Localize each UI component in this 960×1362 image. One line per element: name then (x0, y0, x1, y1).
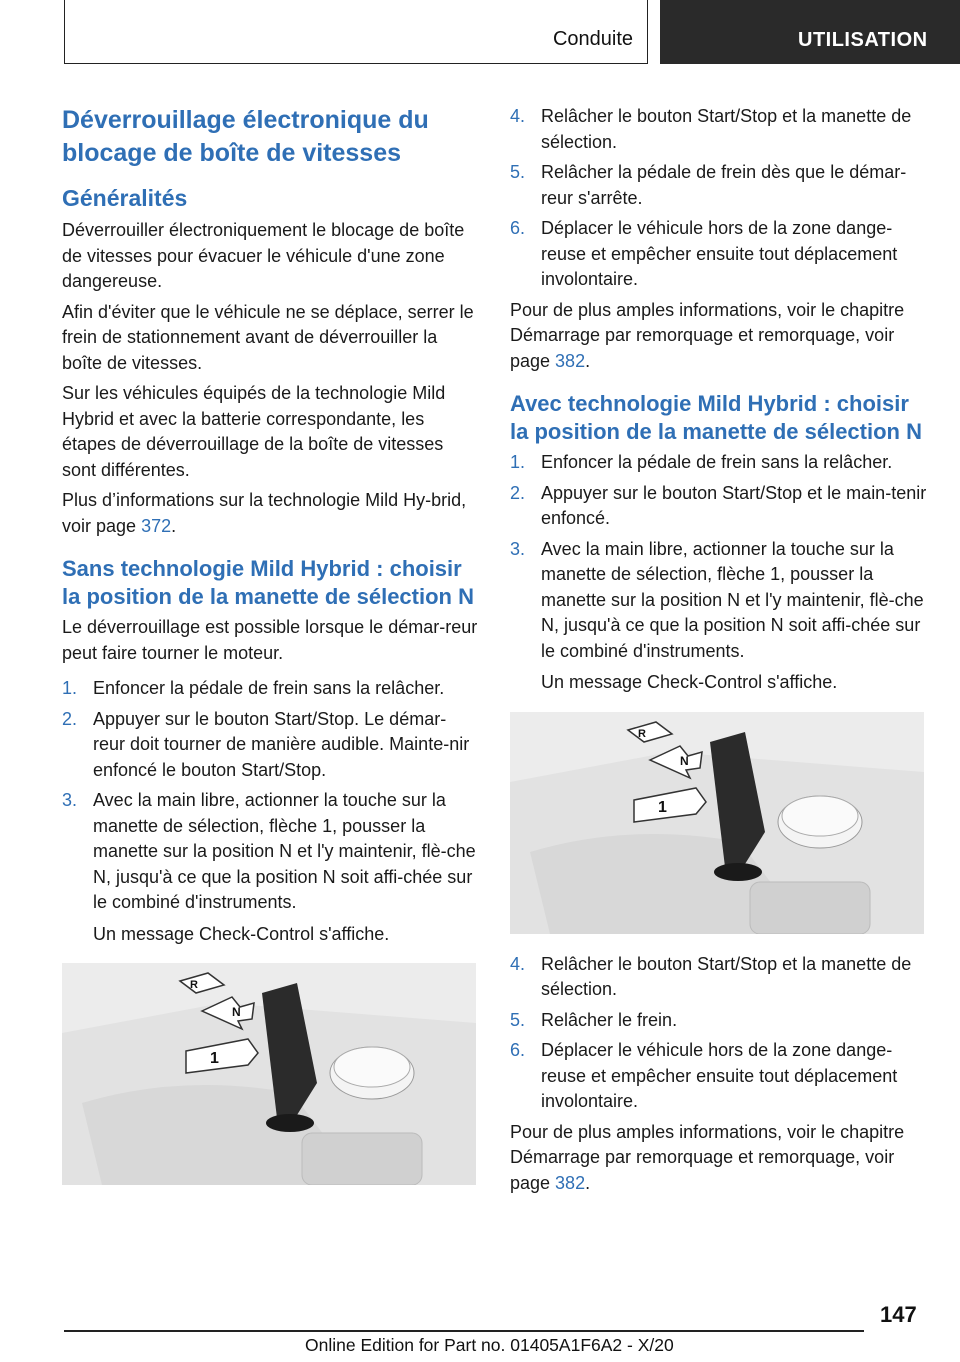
list-item: 6. Déplacer le véhicule hors de la zone dange-reuse et empêcher ensuite tout déplacement involontaire. (510, 1040, 898, 1111)
label-r: R (638, 727, 646, 740)
list-item: 1. Enfoncer la pédale de frein sans la relâcher. (510, 452, 893, 472)
general-heading: Généralités (62, 185, 188, 211)
avec-more-info: Pour de plus amples informations, voir le chapitre Démarrage par remorquage et remorquage, voir page 382. (510, 1121, 905, 1193)
general-paragraph-2: Afin d'éviter que le véhicule ne se déplace, serrer le frein de stationnement avant de déverrouiller la boîte de vitesses. (62, 301, 474, 373)
gear-selector-drawing (62, 963, 476, 1185)
avec-mild-hybrid-heading: Avec technologie Mild Hybrid : choisir la position de la manette de sélection N (510, 391, 922, 444)
header-chapter-tab (660, 0, 960, 64)
list-item: 4. Relâcher le bouton Start/Stop et la manette de sélection. (510, 106, 912, 152)
page-link-372[interactable]: 372 (141, 515, 172, 536)
general-paragraph-1: Déverrouiller électroniquement le blocage de boîte de vitesses pour évacuer le véhicule d'une zone dangereuse. (62, 220, 465, 291)
header-chapter-title: UTILISATION (798, 29, 928, 51)
gear-selector-drawing-2 (510, 712, 924, 934)
list-item: 6. Déplacer le véhicule hors de la zone dange-reuse et empêcher ensuite tout déplacement involontaire. (510, 218, 898, 289)
sans-steps-list-continued (510, 104, 930, 293)
right-column (510, 104, 930, 1201)
list-item: 5. Relâcher la pédale de frein dès que le démar-reur s'arrête. (510, 162, 907, 208)
list-item: 1. Enfoncer la pédale de frein sans la relâcher. (62, 678, 445, 698)
avec-steps-list (510, 450, 930, 696)
page-title: Déverrouillage électronique du blocage de boîte de vitesses (62, 106, 429, 167)
list-item: 5. Relâcher le frein. (510, 1009, 678, 1030)
page-link-382-b[interactable]: 382 (555, 1172, 586, 1193)
list-item: 2. Appuyer sur le bouton Start/Stop. Le démar-reur doit tourner de manière audible. Mainte-nir enfoncé le bouton Start/Stop. (62, 708, 470, 780)
list-item: 2. Appuyer sur le bouton Start/Stop et le main-tenir enfoncé. (510, 482, 927, 528)
sans-more-info: Pour de plus amples informations, voir le chapitre Démarrage par remorquage et remorquage, voir page 382. (510, 299, 905, 371)
general-paragraph-3: Sur les véhicules équipés de la technologie Mild Hybrid et avec la batterie correspondante, les étapes de déverrouillage de la boîte de vitesses sont différentes. (62, 383, 446, 480)
label-r: R (190, 979, 198, 991)
sans-intro: Le déverrouillage est possible lorsque le démar-reur peut faire tourner le moteur. (62, 617, 478, 663)
header-section-box (64, 0, 648, 64)
sans-mild-hybrid-heading: Sans technologie Mild Hybrid : choisir la position de la manette de sélection N (62, 556, 474, 609)
sans-steps-list (62, 676, 478, 947)
header-section-title: Conduite (552, 28, 633, 50)
label-n: N (232, 1005, 241, 1019)
label-1: 1 (210, 1050, 219, 1067)
label-1: 1 (658, 798, 667, 816)
footer-edition: Online Edition for Part no. 01405A1F6A2 - X/20 (305, 1335, 674, 1355)
avec-steps-list-continued (510, 952, 930, 1115)
label-n: N (680, 753, 689, 768)
general-paragraph-4: Plus d’informations sur la technologie Mild Hy-brid, voir page 372. (62, 490, 467, 536)
left-column (62, 104, 478, 1203)
page-number: 147 (880, 1302, 917, 1327)
gear-selector-illustration (62, 963, 476, 1185)
list-item: 4. Relâcher le bouton Start/Stop et la manette de sélection. (510, 953, 912, 999)
page-link-382[interactable]: 382 (555, 350, 586, 371)
list-item: 3. Avec la main libre, actionner la touche sur la manette de sélection, flèche 1, pousser la manette sur la position N et l'y maintenir, flè-che N, jusqu'à ce que la position N soit affi-chée sur le combiné d'instruments. Un message Check-Control s'affiche. (62, 790, 476, 944)
gear-selector-illustration-2 (510, 712, 924, 934)
footer-divider (64, 1330, 864, 1332)
list-item: 3. Avec la main libre, actionner la touche sur la manette de sélection, flèche 1, pousser la manette sur la position N et l'y maintenir, flè-che N, jusqu'à ce que la position N soit affi-chée sur le combiné d'instruments. Un message Check-Control s'affiche. (510, 538, 924, 692)
